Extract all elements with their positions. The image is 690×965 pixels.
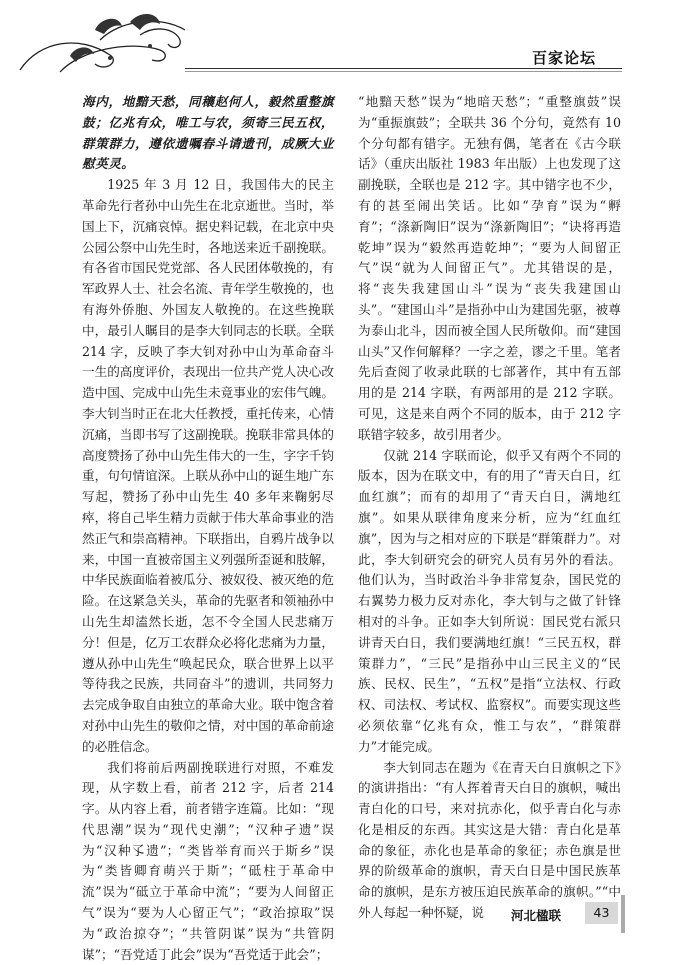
section-label: 百家论坛 [532, 47, 596, 68]
body-paragraph: 我们将前后两副挽联进行对照，不难发现，从字数上看，前者 212 字，后者 214 字。从内容上看，前者错字连篇。比如：“现代思潮”误为“现代史潮”；“汉种孑遗”误为“汉种孓遗”；“类皆举育而兴于斯乡”误为“类皆卿育萌兴于斯”；“砥柱于革命中流”误为“砥立于革命中流”；“要为人间留正气”误为“要为人心留正气”；“政治掠取”误为“政治掠夺”；“共管阴谋”误为“共管阴谋”；“吾党适丁此会”误为“吾党适于此会”； [82, 758, 334, 965]
body-paragraph: “地黯天愁”误为“地暗天愁”；“重整旗鼓”误为“重振旗鼓”；全联共 36 个分句，竟然有 10 个分句都有错字。无独有偶，笔者在《古今联话》（重庆出版社 1983 年出版）上也发现了这副挽联，全联也是 212 字。其中错字也不少，有的甚至闹出笑话。比如“孕育”误为“孵育”；“涤新陶旧”误为“涤新陶旧”；“诀将再造乾坤”误为“毅然再造乾坤”；“要为人间留正气”误“就为人间留正气”。尤其错误的是，将“丧失我建国山斗”误为“丧失我建国山头”。“建国山斗”是指孙中山为建国先驱，被尊为泰山北斗，因而被全国人民所敬仰。而“建国山头”又作何解释？一字之差，谬之千里。笔者先后查阅了收录此联的七部著作，其中有五部用的是 214 字联，有两部用的是 212 字联。可见，这是来自两个不同的版本，由于 212 字联错字较多，故引用者少。 [358, 92, 621, 446]
ornamental-header-art [0, 0, 300, 85]
header-rule [185, 68, 622, 69]
body-paragraph: 李大钊同志在题为《在青天白日旗帜之下》的演讲指出：“有人挥着青天白日的旗帜，喊出青白化的口号，来对抗赤化，似乎青白化与赤化是相反的东西。其实这是大错：青白化是革命的象征，赤化也是革命的象征；赤色旗是世界的阶级革命的旗帜，青天白日是中国民族革命的旗帜，是东方被压迫民族革命的旗帜。”“中外人每起一种怀疑，说 [358, 758, 621, 924]
body-paragraph: 仅就 214 字联而论，似乎又有两个不同的版本，因为在联文中，有的用了“青天白日，红血红旗”；而有的却用了“青天白日，满地红旗”。如果从联律角度来分析，应为“红血红旗”，因为与之相对应的下联是“群策群力”。对此，李大钊研究会的研究人员有另外的看法。他们认为，当时政治斗争非常复杂，国民党的右翼势力极力反对赤化，李大钊与之做了针锋相对的斗争。正如李大钊所说：国民党右派只讲青天白日，我们要满地红旗！“三民五权，群策群力”，“三民”是指孙中山三民主义的“民族、民权、民生”，“五权”是指“立法权、行政权、司法权、考试权、监察权”。而要实现这些必须依靠“亿兆有众，惟工与农”，“群策群力”才能完成。 [358, 446, 621, 758]
couplet-excerpt: 海内，地黯天愁，同穰赵何人，毅然重整旗鼓；亿兆有众，唯工与农，须寄三民五权，群策群力，遵依遗嘱春斗请遗刊，成厥大业慰英灵。 [82, 92, 334, 175]
footer-bar [621, 895, 625, 933]
header-rule-thin [185, 71, 622, 72]
magazine-name: 河北楹联 [511, 906, 561, 924]
left-column [82, 92, 334, 965]
body-paragraph: 1925 年 3 月 12 日，我国伟大的民主革命先行者孙中山先生在北京逝世。当时，举国上下，沉痛哀悼。据史料记载，在北京中央公园公祭中山先生时，各地送来近千副挽联。有各省市国民党党部、各人民团体敬挽的，有军政界人士、社会名流、青年学生敬挽的，也有海外侨胞、外国友人敬挽的。在这些挽联中，最引人瞩目的是李大钊同志的长联。全联 214 字，反映了李大钊对孙中山为革命奋斗一生的高度评价，表现出一位共产党人决心改造中国、完成中山先生未竟事业的宏伟气魄。李大钊当时正在北大任教授，重托传来，心情沉痛，当即书写了这副挽联。挽联非常具体的高度赞扬了孙中山先生伟大的一生，字字千钧重，句句情谊深。上联从孙中山的诞生地广东写起，赞扬了孙中山先生 40 多年来鞠躬尽瘁，将自己毕生精力贡献于伟大革命事业的浩然正气和崇高精神。下联指出，自鸦片战争以来，中国一直被帝国主义列强所歪诞和肢解，中华民族面临着被瓜分、被奴役、被灭绝的危险。在这紧急关头，革命的先驱者和领袖孙中山先生却溘然长逝，怎不令全国人民悲痛万分！但是，亿万工农群众必将化悲痛为力量，遵从孙中山先生“唤起民众，联合世界上以平等待我之民族，共同奋斗”的遗训，共同努力去完成争取自由独立的革命大业。联中饱含着对孙中山先生的敬仰之情，对中国的革命前途的必胜信念。 [82, 175, 334, 757]
right-column [358, 92, 621, 924]
page-number: 43 [585, 902, 618, 924]
